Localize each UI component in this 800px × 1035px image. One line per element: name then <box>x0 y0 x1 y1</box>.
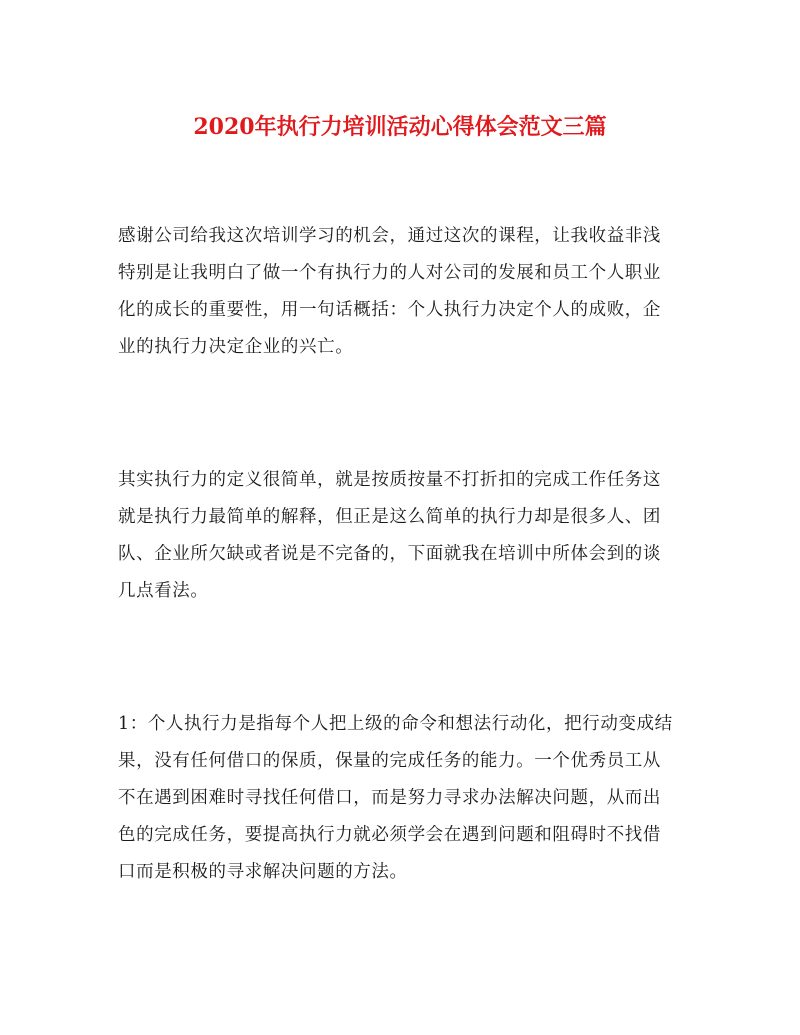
paragraph-line: 1：个人执行力是指每个人把上级的命令和想法行动化，把行动变成结 <box>118 714 673 734</box>
paragraph-line: 队、企业所欠缺或者说是不完备的，下面就我在培训中所体会到的谈 <box>118 544 661 564</box>
paragraph-2 <box>118 462 684 610</box>
paragraph-line: 感谢公司给我这次培训学习的机会，通过这次的课程，让我收益非浅 <box>118 226 661 246</box>
paragraph-line: 色的完成任务，要提高执行力就必须学会在遇到问题和阻碍时不找借 <box>118 825 661 845</box>
paragraph-line: 特别是让我明白了做一个有执行力的人对公司的发展和员工个人职业 <box>118 263 661 283</box>
paragraph-line: 不在遇到困难时寻找任何借口，而是努力寻求办法解决问题，从而出 <box>118 788 661 808</box>
document-title: 2020年执行力培训活动心得体会范文三篇 <box>193 114 607 140</box>
paragraph-line: 化的成长的重要性，用一句话概括：个人执行力决定个人的成败，企 <box>118 300 661 320</box>
paragraph-line: 几点看法。 <box>118 581 209 601</box>
paragraph-line: 就是执行力最简单的解释，但正是这么简单的执行力却是很多人、团 <box>118 507 661 527</box>
paragraph-line: 果，没有任何借口的保质，保量的完成任务的能力。一个优秀员工从 <box>118 751 661 771</box>
paragraph-3 <box>118 706 684 891</box>
paragraph-1 <box>118 218 684 366</box>
paragraph-line: 其实执行力的定义很简单，就是按质按量不打折扣的完成工作任务这 <box>118 470 661 490</box>
paragraph-line: 业的执行力决定企业的兴亡。 <box>118 337 354 357</box>
paragraph-line: 口而是积极的寻求解决问题的方法。 <box>118 862 408 882</box>
